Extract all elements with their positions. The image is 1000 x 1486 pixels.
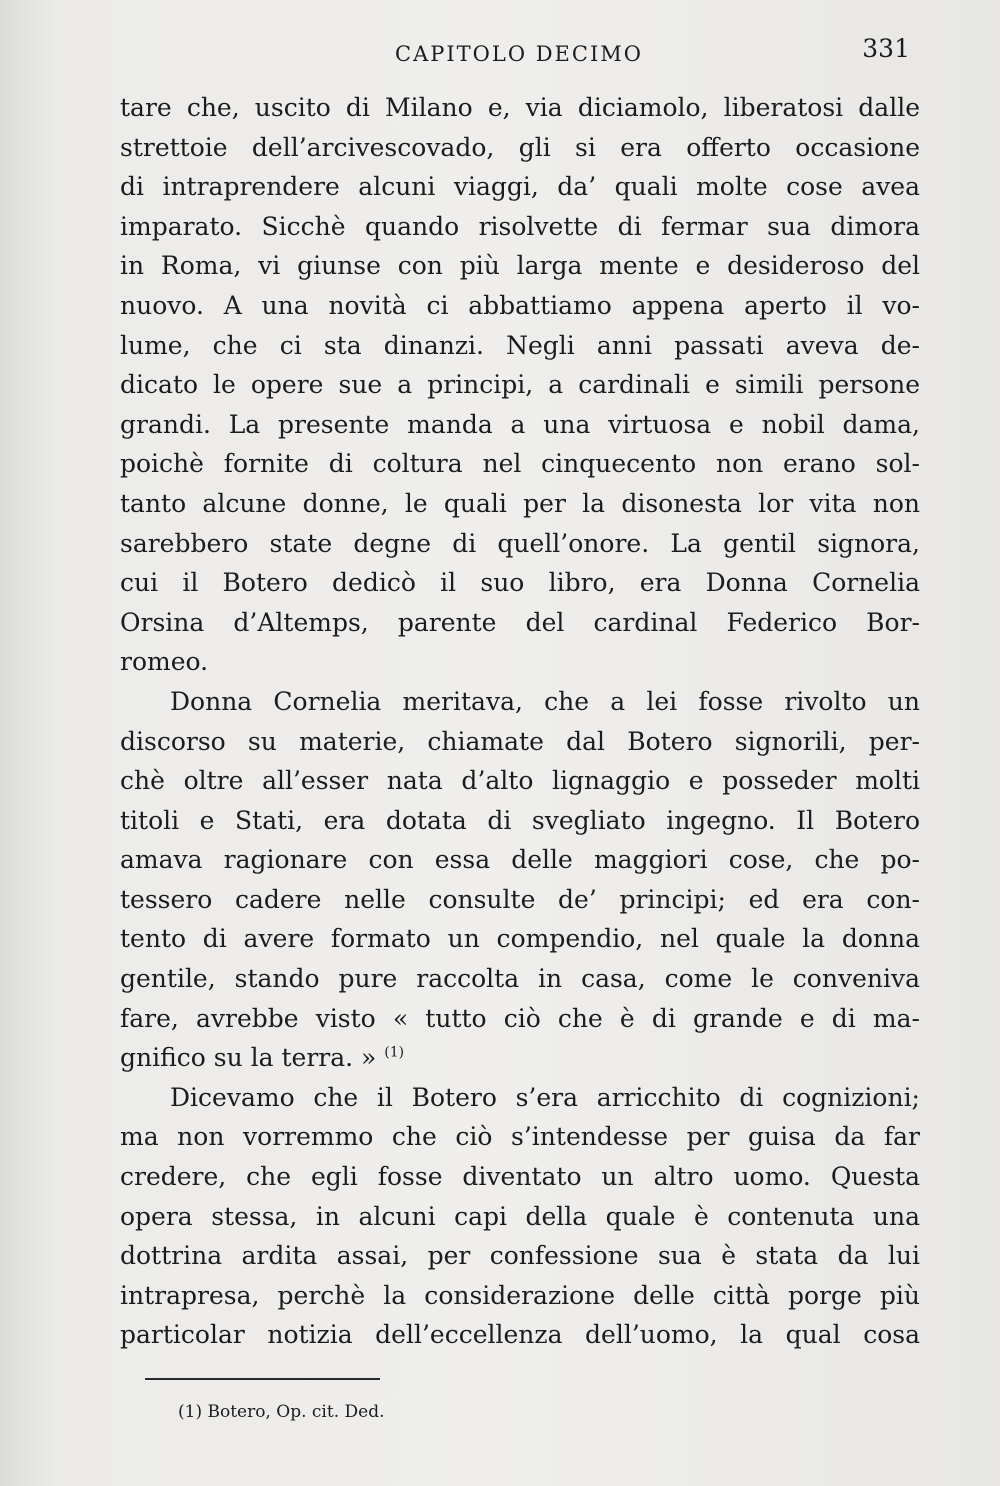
footnote-reference: (1): [384, 1044, 405, 1061]
text-line: cui il Botero dedicò il suo libro, era Donna Cornelia: [120, 568, 920, 598]
text-line: [120, 1038, 920, 1078]
body-text: [120, 88, 920, 1355]
text-line: tessero cadere nelle consulte de’ principi; ed era con-: [120, 884, 920, 914]
text-line: nuovo. A una novità ci abbattiamo appena aperto il vo-: [120, 290, 920, 320]
text-line: tanto alcune donne, le quali per la disonesta lor vita non: [120, 488, 920, 518]
text-line: tare che, uscito di Milano e, via diciamolo, liberatosi dalle: [120, 93, 920, 122]
text-line: in Roma, vi giunse con più larga mente e desideroso del: [120, 251, 920, 281]
footnote: (1) Botero, Op. cit. Ded.: [178, 1402, 385, 1422]
text-line: dottrina ardita assai, per confessione sua è stata da lui: [120, 1241, 920, 1271]
page-header: [120, 30, 920, 80]
text-line: opera stessa, in alcuni capi della quale è contenuta una: [120, 1201, 920, 1231]
text-line: ma non vorremmo che ciò s’intendesse per guisa da far: [120, 1122, 920, 1152]
text-line: amava ragionare con essa delle maggiori cose, che po-: [120, 845, 920, 875]
text-line: Orsina d’Altemps, parente del cardinal Federico Bor-: [120, 607, 920, 637]
text-line: Donna Cornelia meritava, che a lei fosse rivolto un: [170, 686, 920, 716]
text-line: sarebbero state degne di quell’onore. La gentil signora,: [120, 528, 920, 558]
text-line: tento di avere formato un compendio, nel quale la donna: [120, 924, 920, 954]
text-line: imparato. Sicchè quando risolvette di fermar sua dimora: [120, 211, 920, 241]
text-line: chè oltre all’esser nata d’alto lignaggio e posseder molti: [120, 766, 920, 796]
text-line: particolar notizia dell’eccellenza dell’uomo, la qual cosa: [120, 1320, 920, 1350]
text-line: di intraprendere alcuni viaggi, da’ quali molte cose avea: [120, 172, 920, 202]
text-line: gentile, stando pure raccolta in casa, come le conveniva: [120, 964, 920, 994]
footnote-rule: [145, 1378, 380, 1380]
text-line: poichè fornite di coltura nel cinquecento non erano sol-: [120, 449, 920, 479]
text-line: romeo.: [120, 647, 209, 677]
text-line: discorso su materie, chiamate dal Botero signorili, per-: [120, 726, 920, 756]
text-line: strettoie dell’arcivescovado, gli si era offerto occasione: [120, 132, 920, 162]
text-line: credere, che egli fosse diventato un altro uomo. Questa: [120, 1162, 920, 1192]
text-line: titoli e Stati, era dotata di svegliato ingegno. Il Botero: [120, 805, 920, 835]
text-line: lume, che ci sta dinanzi. Negli anni passati aveva de-: [120, 330, 920, 360]
text-line: intrapresa, perchè la considerazione delle città porge più: [120, 1280, 920, 1310]
text-line-content: gnifico su la terra. »: [120, 1043, 377, 1073]
text-line: grandi. La presente manda a una virtuosa e nobil dama,: [120, 409, 920, 439]
page-number: 331: [862, 34, 910, 63]
text-line: fare, avrebbe visto « tutto ciò che è di grande e di ma-: [120, 1003, 920, 1033]
running-head: CAPITOLO DECIMO: [395, 42, 643, 66]
text-line: dicato le opere sue a principi, a cardinali e simili persone: [120, 370, 920, 400]
text-line: Dicevamo che il Botero s’era arricchito di cognizioni;: [170, 1082, 920, 1112]
